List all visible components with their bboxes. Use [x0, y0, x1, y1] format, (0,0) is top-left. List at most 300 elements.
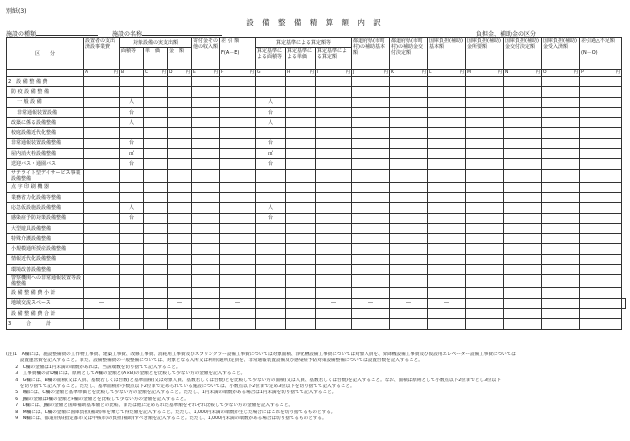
- table-cell: [580, 118, 622, 128]
- table-cell: [580, 149, 622, 159]
- unit-g-cell: ㎡: [256, 149, 286, 159]
- table-row: [7, 97, 626, 107]
- unit-b-cell: [120, 182, 144, 192]
- unit-g-cell: [256, 128, 286, 138]
- unit-g-cell: 台: [256, 107, 286, 117]
- table-cell: [390, 234, 428, 244]
- table-cell: [466, 275, 504, 288]
- table-cell: [352, 275, 390, 288]
- table-cell: [220, 182, 256, 192]
- table-cell: [192, 275, 220, 288]
- table-cell: [352, 149, 390, 159]
- table-cell: [352, 223, 390, 233]
- table-cell: [580, 107, 622, 117]
- unit-g-cell: [256, 87, 286, 97]
- table-cell: [428, 97, 466, 107]
- col-n: 国庫負担(補助)金交付決定額: [504, 38, 542, 70]
- table-cell: [144, 288, 168, 298]
- table-row: [7, 275, 626, 288]
- group-ghi: 算定基準による算定額等: [256, 38, 352, 48]
- table-cell: [504, 213, 542, 223]
- table-cell: [286, 107, 316, 117]
- table-cell: [428, 128, 466, 138]
- table-cell: [352, 118, 390, 128]
- table-row: [7, 149, 626, 159]
- unit-b-cell: [120, 254, 144, 264]
- unit-k: K 円: [391, 70, 427, 75]
- page-title: 設 備 整 備 精 算 額 内 訳: [246, 18, 384, 27]
- unit-g-cell: [256, 254, 286, 264]
- table-cell: [316, 182, 352, 192]
- dash-cell: ―: [316, 298, 352, 308]
- table-cell: [144, 203, 168, 213]
- table-cell: [580, 128, 622, 138]
- table-cell: [466, 203, 504, 213]
- table-cell: [144, 265, 168, 275]
- unit-g-cell: [256, 288, 286, 298]
- table-cell: [542, 128, 580, 138]
- table-row: [7, 254, 626, 264]
- table-cell: [466, 288, 504, 298]
- table-cell: [192, 87, 220, 97]
- table-cell: [168, 288, 192, 298]
- col-p: 差引過△不足額 (N－O): [580, 38, 622, 70]
- unit-b: B: [120, 70, 144, 77]
- unit-g-cell: [256, 234, 286, 244]
- table-cell: [390, 169, 428, 182]
- table-cell: [504, 223, 542, 233]
- table-cell: [220, 192, 256, 202]
- table-cell: [316, 128, 352, 138]
- table-cell: [542, 254, 580, 264]
- table-cell: [286, 138, 316, 148]
- group-bc: 対象設備の実支出額: [120, 38, 192, 48]
- row-label: 応急仮設施設設備整備: [7, 203, 84, 213]
- unit-b-cell: 人: [120, 97, 144, 107]
- table-cell: [542, 118, 580, 128]
- table-cell: [580, 138, 622, 148]
- table-cell: [168, 87, 192, 97]
- dash-cell: ―: [84, 298, 120, 308]
- table-cell: [84, 138, 120, 148]
- table-cell: [428, 288, 466, 298]
- table-cell: [504, 149, 542, 159]
- table-cell: [580, 265, 622, 275]
- row-label: 警察機関への非常通報装置等設備整備: [7, 275, 84, 288]
- row-label: 3 合 計: [7, 319, 84, 329]
- table-cell: [84, 275, 120, 288]
- table-cell: [192, 234, 220, 244]
- unit-g-cell: [256, 223, 286, 233]
- table-cell: [84, 118, 120, 128]
- unit-h: H 円: [287, 70, 315, 75]
- table-row: [7, 234, 626, 244]
- table-cell: [144, 87, 168, 97]
- table-cell: [220, 87, 256, 97]
- table-cell: [352, 213, 390, 223]
- table-cell: [84, 265, 120, 275]
- unit-j: J 円: [353, 70, 389, 75]
- table-cell: [84, 192, 120, 202]
- table-cell: [84, 97, 120, 107]
- table-cell: [84, 128, 120, 138]
- row-label: 業務省力化設備等整備: [7, 192, 84, 202]
- table-cell: [504, 254, 542, 264]
- table-cell: [466, 87, 504, 97]
- table-cell: [352, 107, 390, 117]
- unit-b-cell: [120, 288, 144, 298]
- unit-row: [7, 70, 626, 77]
- table-cell: [466, 213, 504, 223]
- table-cell: [504, 288, 542, 298]
- settlement-table: [6, 37, 626, 330]
- table-cell: [168, 149, 192, 159]
- table-cell: [220, 107, 256, 117]
- table-cell: [390, 159, 428, 169]
- table-cell: [316, 138, 352, 148]
- table-cell: [220, 213, 256, 223]
- table-cell: [504, 138, 542, 148]
- table-cell: [428, 138, 466, 148]
- doc-label: 別紙(3): [6, 8, 27, 15]
- table-cell: [168, 203, 192, 213]
- table-cell: [542, 169, 580, 182]
- table-cell: [168, 254, 192, 264]
- table-cell: [316, 118, 352, 128]
- table-cell: [84, 288, 120, 298]
- table-cell: [168, 128, 192, 138]
- facility-type-label: 施設の種類: [6, 29, 98, 38]
- table-cell: [580, 182, 622, 192]
- table-cell: [542, 138, 580, 148]
- table-cell: [168, 159, 192, 169]
- table-cell: [504, 244, 542, 254]
- table-cell: [192, 182, 220, 192]
- table-cell: [220, 149, 256, 159]
- unit-b-cell: ㎡: [120, 149, 144, 159]
- table-cell: [144, 128, 168, 138]
- section-row: [7, 77, 626, 87]
- table-cell: [580, 159, 622, 169]
- table-cell: [542, 223, 580, 233]
- table-cell: [504, 192, 542, 202]
- unit-g-cell: [256, 169, 286, 182]
- table-cell: [192, 265, 220, 275]
- table-row: [7, 107, 626, 117]
- unit-g-cell: 人: [256, 203, 286, 213]
- table-cell: [542, 192, 580, 202]
- unit-o: O 円: [543, 70, 579, 75]
- table-row: [7, 192, 626, 202]
- table-cell: [168, 107, 192, 117]
- table-cell: [428, 192, 466, 202]
- table-cell: [84, 182, 120, 192]
- row-label: 小規模通所授産設備整備: [7, 244, 84, 254]
- unit-b-cell: [120, 265, 144, 275]
- table-cell: [316, 223, 352, 233]
- table-cell: [286, 288, 316, 298]
- table-cell: [286, 223, 316, 233]
- table-cell: [466, 138, 504, 148]
- unit-l: L 円: [429, 70, 465, 75]
- table-cell: [84, 223, 120, 233]
- table-cell: [220, 138, 256, 148]
- table-cell: [428, 213, 466, 223]
- table-cell: [504, 182, 542, 192]
- table-cell: [428, 169, 466, 182]
- table-cell: [466, 169, 504, 182]
- table-cell: [542, 213, 580, 223]
- table-cell: [504, 234, 542, 244]
- unit-m: M 円: [467, 70, 503, 75]
- note-line: を切り捨てて記入すること。ただし、基準面積が小数点以下2位まで定められている施設については、小数点以下2位まで定め3位以下を切り捨てて記入すること。: [6, 384, 355, 390]
- unit-g-cell: [256, 275, 286, 288]
- table-cell: [466, 254, 504, 264]
- table-cell: [192, 254, 220, 264]
- table-cell: [466, 265, 504, 275]
- table-cell: [390, 107, 428, 117]
- unit-i: I 円: [317, 70, 351, 75]
- table-cell: [286, 244, 316, 254]
- unit-f: F 円: [221, 70, 255, 75]
- table-cell: [466, 192, 504, 202]
- unit-g: G: [256, 70, 286, 77]
- table-cell: [192, 192, 220, 202]
- table-cell: [220, 234, 256, 244]
- unit-c: C 円: [145, 70, 166, 75]
- table-cell: [168, 138, 192, 148]
- table-cell: [286, 192, 316, 202]
- table-cell: [316, 107, 352, 117]
- table-cell: [84, 213, 120, 223]
- table-cell: [144, 138, 168, 148]
- unit-b-cell: [120, 169, 144, 182]
- table-cell: [542, 275, 580, 288]
- table-cell: [466, 182, 504, 192]
- table-cell: [428, 182, 466, 192]
- table-cell: [504, 275, 542, 288]
- col-g: 算定基準による面積等: [256, 48, 286, 70]
- unit-b-cell: 台: [120, 107, 144, 117]
- dash-cell: ―: [168, 298, 192, 308]
- table-cell: [504, 97, 542, 107]
- table-cell: [466, 97, 504, 107]
- table-cell: [390, 244, 428, 254]
- table-cell: [466, 244, 504, 254]
- table-cell: [352, 244, 390, 254]
- row-label: 地域交流スペース: [7, 298, 84, 308]
- table-cell: [580, 192, 622, 202]
- table-cell: [542, 244, 580, 254]
- unit-g-cell: [256, 244, 286, 254]
- row-label: 大型遊具設備整備: [7, 223, 84, 233]
- table-row-shokei: [7, 308, 626, 318]
- table-cell: [84, 149, 120, 159]
- table-cell: [192, 138, 220, 148]
- unit-b-cell: [120, 244, 144, 254]
- unit-n: N 円: [505, 70, 541, 75]
- unit-g-cell: 台: [256, 213, 286, 223]
- table-row-chiiki: [7, 298, 626, 308]
- row-label: 非常通報装置設備: [7, 107, 84, 117]
- col-h: 算定基準による単価: [286, 48, 316, 70]
- table-cell: [144, 182, 168, 192]
- table-cell: [542, 159, 580, 169]
- table-cell: [428, 107, 466, 117]
- table-cell: [316, 213, 352, 223]
- table-cell: [220, 128, 256, 138]
- table-cell: [504, 107, 542, 117]
- table-cell: [390, 149, 428, 159]
- table-cell: [84, 107, 120, 117]
- row-label: 屋内消火栓設備整備: [7, 149, 84, 159]
- table-cell: [542, 87, 580, 97]
- table-cell: [286, 169, 316, 182]
- table-cell: [542, 234, 580, 244]
- row-label: 校庭設備近代化整備: [7, 128, 84, 138]
- table-cell: [220, 254, 256, 264]
- table-cell: [84, 234, 120, 244]
- table-cell: [390, 138, 428, 148]
- table-cell: [168, 265, 192, 275]
- table-cell: [428, 159, 466, 169]
- unit-b-cell: 台: [120, 159, 144, 169]
- table-cell: [466, 159, 504, 169]
- table-cell: [316, 244, 352, 254]
- table-cell: [352, 288, 390, 298]
- table-row-total: [7, 319, 626, 329]
- table-cell: [580, 244, 622, 254]
- table-cell: [542, 107, 580, 117]
- table-cell: [580, 169, 622, 182]
- table-cell: [466, 149, 504, 159]
- note-line: 9 N欄には、都道府県(指定都市又は中核市)の負担(補助)すべき額を記入すること。ただし、1,000円未満の端数がある場合は切り捨てるものとする。: [6, 416, 327, 422]
- table-cell: [428, 118, 466, 128]
- note-line: 2 C欄の金額は1円未満の端数があれば、当該端数を切り捨てて記入すること。: [6, 364, 181, 370]
- table-cell: [316, 288, 352, 298]
- table-cell: [542, 265, 580, 275]
- note-line: 5 I欄には、C欄の金額と基準単価とを比較して少ない方の金額を記入すること。ただし、1円未満の端数がある場合は1円未満を切り捨てて記入すること。: [6, 390, 337, 396]
- unit-b-cell: [120, 223, 144, 233]
- col-i: 算定基準による算定額: [316, 48, 352, 70]
- table-cell: [504, 128, 542, 138]
- dash-cell: ―: [352, 298, 390, 308]
- table-cell: [220, 159, 256, 169]
- table-cell: [316, 254, 352, 264]
- table-cell: [316, 234, 352, 244]
- table-cell: [466, 234, 504, 244]
- table-cell: [542, 149, 580, 159]
- table-cell: [428, 265, 466, 275]
- table-cell: [192, 223, 220, 233]
- unit-g-cell: 台: [256, 159, 286, 169]
- table-cell: [352, 97, 390, 107]
- table-row: [7, 87, 626, 97]
- table-cell: [542, 97, 580, 107]
- table-cell: [192, 118, 220, 128]
- table-cell: [286, 97, 316, 107]
- row-label: 環境改善設備整備: [7, 265, 84, 275]
- table-cell: [428, 87, 466, 97]
- col-b: 面積等: [120, 48, 144, 70]
- table-cell: [466, 118, 504, 128]
- table-cell: [352, 192, 390, 202]
- table-cell: [542, 182, 580, 192]
- table-cell: [580, 87, 622, 97]
- table-cell: [352, 203, 390, 213]
- table-cell: [352, 182, 390, 192]
- row-label: 情報近代化設備整備: [7, 254, 84, 264]
- table-cell: [390, 254, 428, 264]
- table-cell: [286, 149, 316, 159]
- dash-cell: ―: [428, 298, 466, 308]
- table-cell: [428, 223, 466, 233]
- table-row: [7, 223, 626, 233]
- unit-d: D 円: [169, 70, 191, 75]
- table-cell: [192, 149, 220, 159]
- notes: [6, 352, 626, 422]
- unit-g-cell: 人: [256, 97, 286, 107]
- dash-cell: ―: [220, 298, 256, 308]
- table-cell: [144, 275, 168, 288]
- table-cell: [390, 118, 428, 128]
- table-cell: [352, 128, 390, 138]
- table-cell: [168, 234, 192, 244]
- table-cell: [352, 265, 390, 275]
- unit-b-cell: 台: [120, 213, 144, 223]
- table-cell: [352, 254, 390, 264]
- table-cell: [220, 118, 256, 128]
- table-row: [7, 128, 626, 138]
- table-cell: [168, 192, 192, 202]
- table-cell: [504, 159, 542, 169]
- table-cell: [84, 159, 120, 169]
- table-cell: [428, 244, 466, 254]
- table-cell: [144, 254, 168, 264]
- table-cell: [390, 203, 428, 213]
- table-cell: [352, 159, 390, 169]
- note-line: 4 G欄には、B欄の面積(又は人員、基数若しくは台数)と基準面積(又は対象人員、基数若しくは台数)とを比較して少ない方の面積(又は人員、基数若しくは台数)を記入すること。なお、面積は原則として小数点以下2位までとし3位以下: [6, 377, 501, 383]
- unit-b-cell: [120, 128, 144, 138]
- table-cell: [352, 234, 390, 244]
- row-label: 点 字 印 刷 機 器: [7, 182, 84, 192]
- row-label: 設 備 整 備 費 小 計: [7, 288, 84, 298]
- table-row: [7, 182, 626, 192]
- table-cell: [168, 213, 192, 223]
- table-cell: [390, 128, 428, 138]
- table-cell: [192, 97, 220, 107]
- col-kubun: 区 分: [7, 38, 84, 70]
- facility-name-label: 施設の名称: [112, 29, 222, 38]
- table-cell: [144, 169, 168, 182]
- unit-a: A 円: [85, 70, 118, 75]
- table-cell: [390, 288, 428, 298]
- table-row: [7, 244, 626, 254]
- col-c: 単 価: [144, 48, 168, 70]
- table-cell: [144, 118, 168, 128]
- table-cell: [144, 223, 168, 233]
- table-cell: [144, 97, 168, 107]
- table-cell: [504, 169, 542, 182]
- table-cell: [580, 213, 622, 223]
- row-label: 防 疫 設 備 整 備: [7, 87, 84, 97]
- table-cell: [220, 169, 256, 182]
- note-line: 7 L欄には、J欄の金額と国庫補助基本額との比較、または他に定められた基準額をそれぞれ比較して少ない方の金額を記入すること。: [6, 403, 294, 409]
- table-cell: [316, 192, 352, 202]
- table-cell: [286, 87, 316, 97]
- table-cell: [220, 265, 256, 275]
- col-k: 都道府県(市町村)の補助金交付決定額: [390, 38, 428, 70]
